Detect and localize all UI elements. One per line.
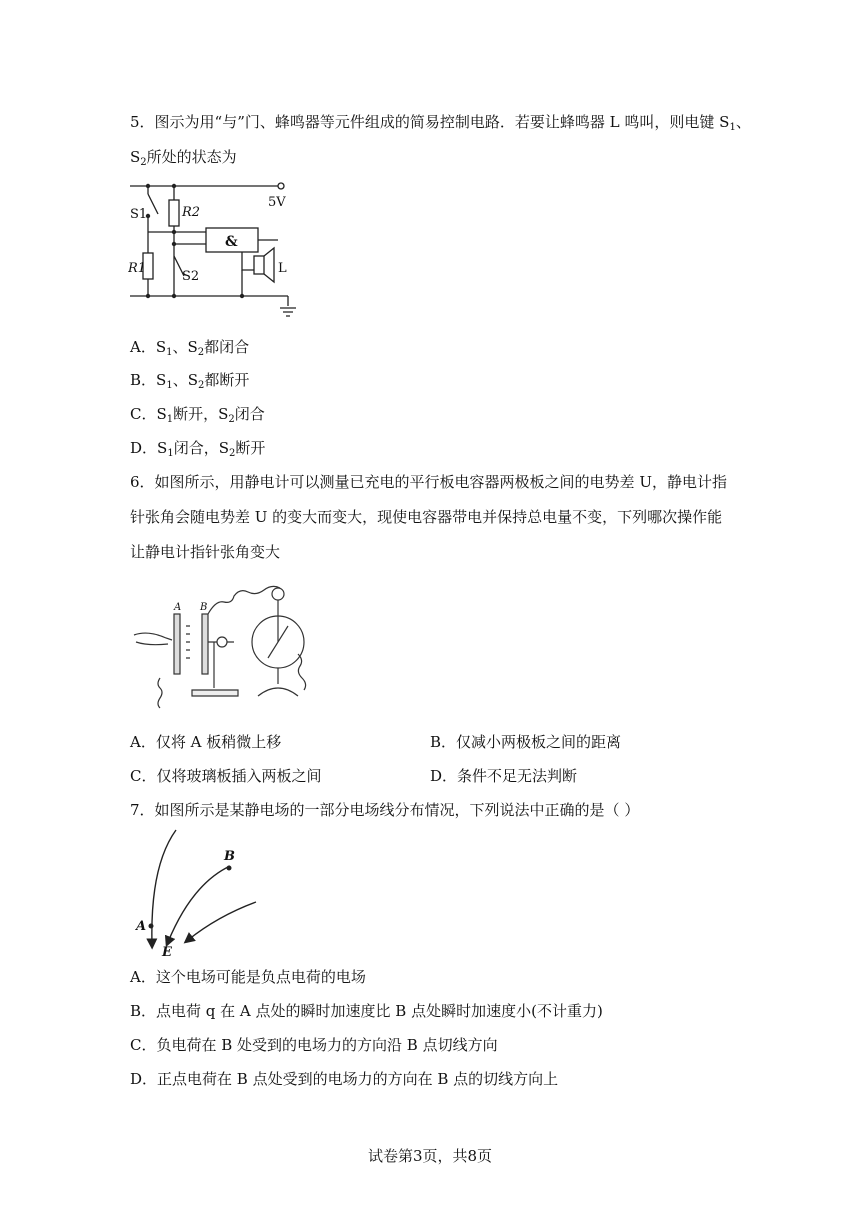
q5-option-a: A．$S_1$、$S_2$都闭合 (130, 338, 250, 358)
label-5v: 5V (268, 195, 286, 210)
q5-option-b: B．$S_1$、$S_2$都断开 (130, 371, 250, 391)
q6-stem-line1: 6．如图所示，用静电计可以测量已充电的平行板电容器两极板之间的电势差 U，静电计指 (130, 473, 727, 491)
q7-option-c: C．负电荷在 B 处受到的电场力的方向沿 B 点切线方向 (130, 1036, 498, 1054)
page-footer: 试卷第3页，共8页 (367, 1147, 493, 1165)
q6-option-b: B．仅减小两极板之间的距离 (430, 733, 622, 751)
label-point-a: A (136, 919, 147, 934)
label-field-e: E (162, 945, 172, 960)
q6-stem-line2: 针张角会随电势差 U 的变大而变大，现使电容器带电并保持总电量不变，下列哪次操作能 (130, 508, 723, 526)
label-r2: R2 (182, 205, 201, 220)
q6-option-d: D．条件不足无法判断 (430, 767, 578, 785)
label-point-b: B (224, 849, 235, 864)
label-plate-a: A (174, 602, 182, 613)
label-plate-b: B (200, 602, 208, 613)
label-and-gate: & (225, 234, 238, 250)
q7-option-d: D．正点电荷在 B 点处受到的电场力的方向在 B 点的切线方向上 (130, 1070, 559, 1088)
q7-field-lines-figure (132, 826, 282, 962)
q6-option-a: A．仅将 A 板稍微上移 (130, 733, 282, 751)
q6-stem-line3: 让静电计指针张角变大 (130, 543, 281, 561)
label-s2: S2 (182, 269, 200, 284)
label-l: L (278, 261, 287, 276)
q7-stem: 7．如图所示是某静电场的一部分电场线分布情况，下列说法中正确的是（ ） (130, 801, 640, 819)
label-s1: S1 (130, 207, 148, 222)
q5-option-c: C．$S_1$断开，$S_2$闭合 (130, 405, 265, 425)
q6-option-c: C．仅将玻璃板插入两板之间 (130, 767, 322, 785)
q6-electroscope-figure (130, 580, 330, 720)
q5-option-d: D．$S_1$闭合，$S_2$断开 (130, 439, 266, 459)
q5-stem-line2: $S_2$所处的状态为 (130, 148, 237, 168)
q7-option-b: B．点电荷 q 在 A 点处的瞬时加速度比 B 点处瞬时加速度小(不计重力) (130, 1002, 603, 1020)
q5-stem-line1: 5．图示为用“与”门、蜂鸣器等元件组成的简易控制电路．若要让蜂鸣器 L 鸣叫，则电键 $S_1$、 (130, 113, 751, 133)
q5-circuit-diagram (128, 178, 300, 320)
q7-option-a: A．这个电场可能是负点电荷的电场 (130, 968, 366, 986)
label-r1: R1 (128, 261, 147, 276)
